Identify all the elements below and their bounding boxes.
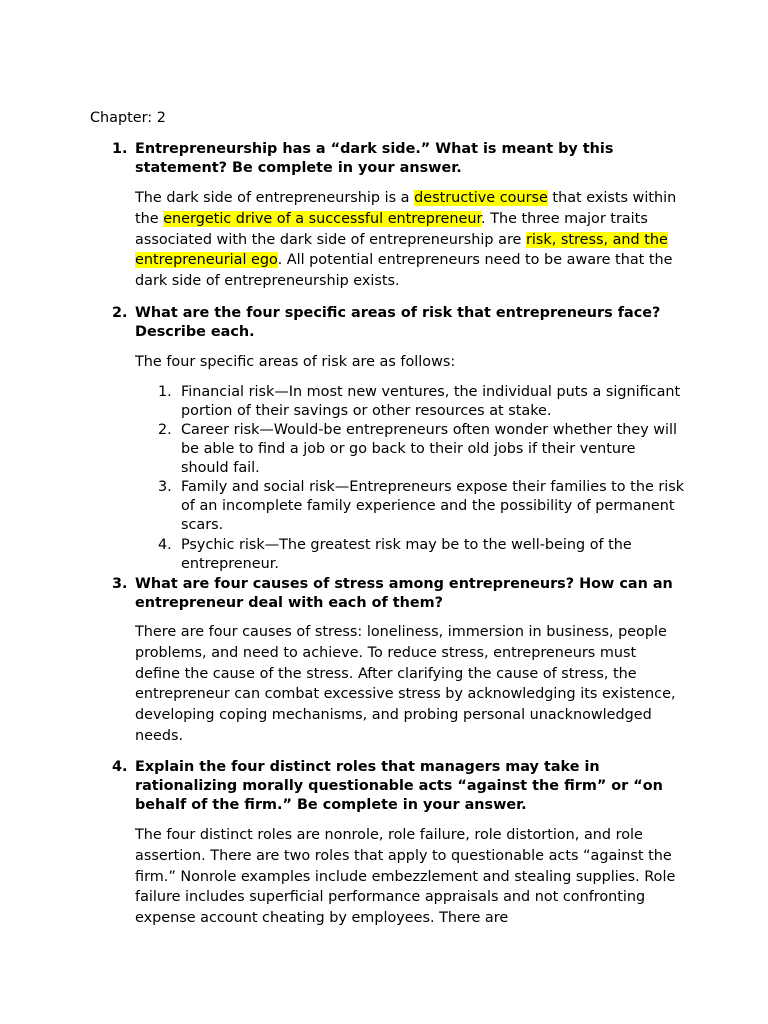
list-item-number: 2. (158, 422, 172, 438)
list-item-text: Career risk—Would-be entrepreneurs often wonder whether they will be able to find a job or go back to their old jobs if their venture should fail. (181, 422, 678, 476)
answer-text: that exists within the (135, 190, 677, 227)
list-item (158, 421, 686, 478)
answer-4: The four distinct roles are nonrole, role failure, role distortion, and role assertion. There are two roles that apply to questionable acts “against the firm.” Nonrole examples include embezzlement and stealing supplies. Role failure includes superficial performance appraisals and not confronting expense account cheating by employees. There are (135, 827, 676, 927)
list-item-text: Family and social risk—Entrepreneurs expose their families to the risk of an incomplete family experience and the possibility of permanent scars. (181, 479, 685, 533)
list-item (158, 478, 686, 535)
question-2 (112, 304, 680, 342)
question-number: 4. (112, 759, 128, 775)
highlight-destructive-course: destructive course (414, 190, 548, 206)
list-item-number: 4. (158, 537, 172, 553)
chapter-label: Chapter: 2 (90, 110, 166, 126)
answer-2-intro: The four specific areas of risk are as follows: (135, 354, 456, 370)
question-text: What are the four specific areas of risk that entrepreneurs face? Describe each. (135, 305, 661, 340)
highlight-major-traits: risk, stress, and the entrepreneurial ego (135, 231, 668, 269)
list-item-text: Psychic risk—The greatest risk may be to the well-being of the entrepreneur. (181, 537, 632, 572)
question-number: 2. (112, 305, 128, 321)
question-text: Entrepreneurship has a “dark side.” What is meant by this statement? Be complete in your answer. (135, 141, 614, 176)
answer-text: . The three major traits associated with the dark side of entrepreneurship are (135, 210, 648, 248)
question-3 (112, 575, 680, 613)
answer-3: There are four causes of stress: loneliness, immersion in business, people problems, and need to achieve. To reduce stress, entrepreneurs must define the cause of the stress. After clarifying the cause of stress, the entrepreneur can combat excessive stress by acknowledging its existence, developing coping mechanisms, and probing personal unacknowledged needs. (135, 624, 676, 744)
highlight-energetic-drive: energetic drive of a successful entrepreneur (163, 210, 482, 227)
question-text: What are four causes of stress among entrepreneurs? How can an entrepreneur deal with each of them? (135, 576, 673, 611)
answer-text: . All potential entrepreneurs need to be aware that the dark side of entrepreneurship exists. (135, 252, 673, 290)
question-number: 3. (112, 576, 128, 592)
list-item (158, 536, 686, 574)
answer-text: The dark side of entrepreneurship is a (135, 190, 415, 206)
list-item-number: 1. (158, 384, 172, 400)
list-item-number: 3. (158, 479, 172, 495)
question-1 (112, 140, 680, 178)
list-item-text: Financial risk—In most new ventures, the individual puts a significant portion of their savings or other resources at stake. (181, 384, 681, 419)
question-number: 1. (112, 141, 128, 157)
question-text: Explain the four distinct roles that managers may take in rationalizing morally questionable acts “against the firm” or “on behalf of the firm.” Be complete in your answer. (135, 759, 663, 813)
list-item (158, 383, 686, 421)
question-4 (112, 758, 680, 815)
answer-1 (135, 188, 683, 292)
